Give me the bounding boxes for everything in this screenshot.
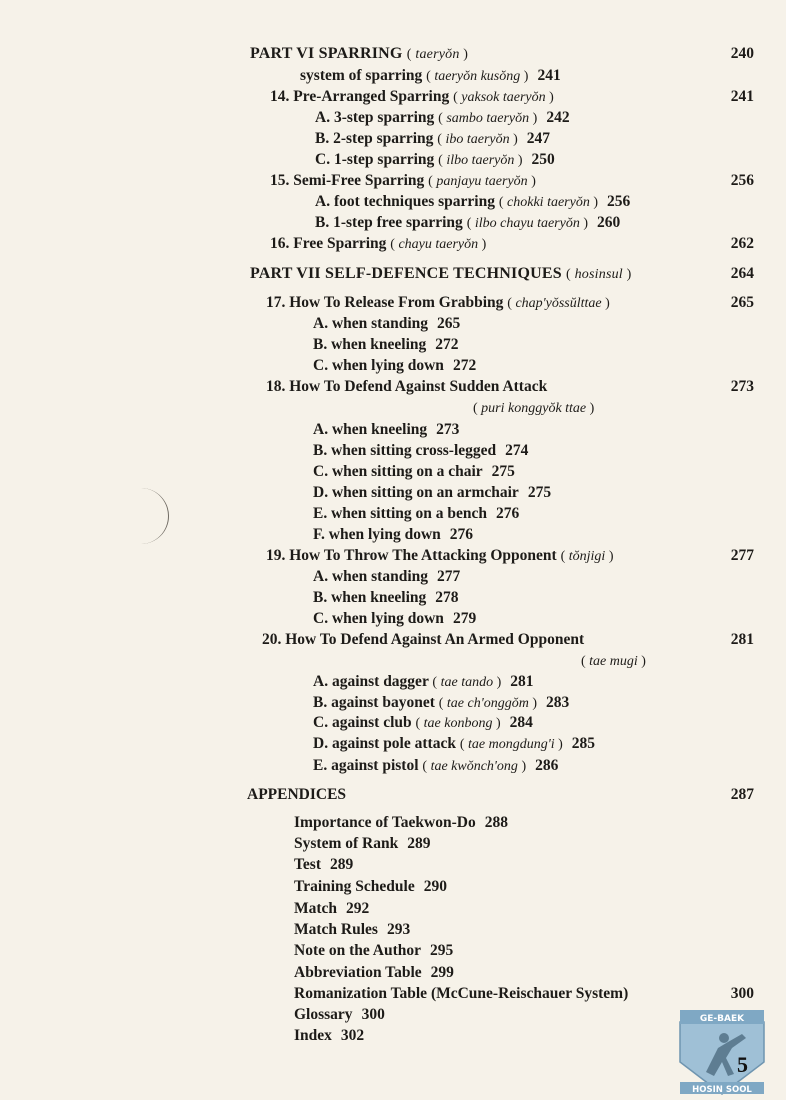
toc-title: Glossary	[294, 1006, 353, 1023]
toc-page-number: 256	[607, 193, 631, 210]
toc-title: PART VI SPARRING	[250, 45, 403, 62]
toc-title: 17. How To Release From Grabbing	[266, 294, 504, 311]
toc-page-number: 289	[407, 835, 431, 852]
toc-title: 15. Semi-Free Sparring	[270, 172, 425, 189]
toc-title: System of Rank	[294, 835, 399, 852]
toc-title: Romanization Table (McCune-Reischauer System)	[294, 985, 629, 1002]
toc-page-number: 277	[437, 568, 461, 585]
toc-page-number: 288	[484, 814, 508, 831]
toc-romanization: ( ibo taeryŏn )	[437, 132, 518, 147]
toc-entry-ap5	[294, 899, 369, 919]
toc-entry-s20r	[581, 651, 646, 672]
toc-page-number: 273	[730, 378, 754, 395]
toc-entry-ap3	[294, 855, 353, 875]
toc-entry-s18c	[313, 462, 515, 482]
toc-title: Importance of Taekwon-Do	[294, 814, 476, 831]
toc-title: Match Rules	[294, 921, 378, 938]
toc-title: Match	[294, 900, 338, 917]
toc-entry-s20e	[313, 756, 558, 777]
toc-title: Note on the Author	[294, 942, 422, 959]
toc-page-number: 262	[730, 235, 754, 252]
toc-title: system of sparring	[300, 67, 423, 84]
toc-entry-s18f	[313, 525, 473, 545]
toc-title: PART VII SELF-DEFENCE TECHNIQUES	[250, 265, 562, 282]
toc-page-number: 264	[730, 265, 754, 282]
toc-title: B. when sitting cross-legged	[313, 442, 497, 459]
toc-romanization: ( tae tando )	[432, 675, 501, 690]
toc-entry-s20d	[313, 734, 595, 755]
toc-romanization: ( yaksok taeryŏn )	[453, 90, 554, 105]
toc-title: Training Schedule	[294, 878, 415, 895]
toc-romanization: ( taeryŏn )	[407, 47, 468, 62]
toc-entry-s15a	[315, 192, 630, 213]
toc-entry-s17	[266, 293, 610, 314]
toc-entry-ap7	[294, 941, 453, 961]
toc-entry-ap8	[294, 963, 454, 983]
toc-title: 19. How To Throw The Attacking Opponent	[266, 547, 557, 564]
toc-page-number: 273	[436, 421, 460, 438]
toc-page-number: 276	[495, 505, 520, 522]
toc-title: Index	[294, 1027, 332, 1044]
toc-entry-s14	[270, 87, 554, 108]
toc-page-number: 300	[361, 1006, 385, 1023]
toc-romanization: ( ilbo taeryŏn )	[438, 153, 522, 168]
toc-page-number: 295	[430, 942, 454, 959]
toc-title: C. 1-step sparring	[315, 151, 435, 168]
toc-page-number: 275	[527, 484, 552, 501]
toc-title: Abbreviation Table	[294, 964, 422, 981]
toc-entry-s19c	[313, 609, 476, 629]
toc-entry-s15b	[315, 213, 620, 234]
toc-title: A. 3-step sparring	[315, 109, 435, 126]
toc-page-number: 299	[430, 964, 454, 981]
toc-title: 18. How To Defend Against Sudden Attack	[266, 378, 548, 395]
toc-entry-ap2	[294, 834, 430, 854]
toc-title: C. when lying down	[313, 357, 444, 374]
toc-title: B. when kneeling	[313, 336, 427, 353]
toc-entry-s15	[270, 171, 536, 192]
toc-page-number: 275	[491, 463, 515, 480]
toc-entry-s19a	[313, 567, 460, 587]
toc-entry-s18a	[313, 420, 459, 440]
toc-title: Test	[294, 856, 321, 873]
toc-entry-s20a	[313, 672, 534, 693]
toc-title: D. against pole attack	[313, 735, 456, 752]
toc-title: A. when standing	[313, 315, 428, 332]
toc-page-number: 292	[346, 900, 370, 917]
toc-romanization: ( hosinsul )	[566, 267, 631, 282]
toc-page-number: 260	[597, 214, 621, 231]
toc-title: F. when lying down	[313, 526, 441, 543]
toc-entry-s20c	[313, 713, 533, 734]
toc-page-number: 302	[340, 1027, 365, 1044]
gebaek-hosinsool-logo	[676, 1002, 768, 1096]
toc-page-number: 285	[571, 735, 596, 752]
toc-entry-s14a	[315, 108, 570, 129]
toc-romanization: ( sambo taeryŏn )	[438, 111, 537, 126]
toc-entry-ap4	[294, 877, 447, 897]
toc-romanization: ( chokki taeryŏn )	[499, 195, 598, 210]
toc-title: 14. Pre-Arranged Sparring	[270, 88, 450, 105]
toc-title: A. against dagger	[313, 673, 429, 690]
toc-title: B. 1-step free sparring	[315, 214, 463, 231]
toc-entry-s20b	[313, 693, 569, 714]
toc-entry-s18	[266, 377, 547, 397]
toc-title: A. when standing	[313, 568, 428, 585]
toc-entry-s18d	[313, 483, 551, 503]
toc-title: B. when kneeling	[313, 589, 427, 606]
toc-title: APPENDICES	[247, 786, 347, 803]
toc-entry-s17a	[313, 314, 460, 334]
toc-page-number: 286	[535, 757, 559, 774]
toc-entry-s20	[262, 630, 584, 650]
toc-title: D. when sitting on an armchair	[313, 484, 519, 501]
toc-page-number: 250	[531, 151, 555, 168]
toc-romanization: ( chap'yŏssŭlttae )	[507, 296, 610, 311]
toc-page-number: 272	[452, 357, 477, 374]
toc-title: 16. Free Sparring	[270, 235, 387, 252]
toc-romanization: ( tae ch'onggŏm )	[439, 696, 537, 711]
toc-title: A. foot techniques sparring	[315, 193, 495, 210]
toc-page-number: 277	[730, 547, 754, 564]
toc-entry-part7	[250, 264, 631, 285]
toc-entry-ap11	[294, 1026, 364, 1046]
toc-page-number: 283	[546, 694, 570, 711]
toc-romanization: ( tae mongdung'i )	[460, 737, 563, 752]
toc-entry-s16	[270, 234, 486, 255]
toc-title: E. when sitting on a bench	[313, 505, 487, 522]
toc-page-number: 276	[449, 526, 474, 543]
toc-entry-app	[247, 785, 346, 805]
toc-entry-s19	[266, 546, 614, 567]
toc-page-number: 272	[435, 336, 459, 353]
toc-title: C. against club	[313, 714, 412, 731]
toc-entry-s18e	[313, 504, 519, 524]
toc-entry-s14c	[315, 150, 555, 171]
toc-page-number: 300	[730, 985, 754, 1002]
toc-entry-s17c	[313, 356, 476, 376]
toc-page-number: 242	[546, 109, 570, 126]
toc-page-number: 278	[435, 589, 459, 606]
toc-page-number: 279	[452, 610, 477, 627]
toc-page-number: 284	[509, 714, 533, 731]
toc-romanization: ( tŏnjigi )	[561, 549, 614, 564]
toc-page-number: 256	[730, 172, 754, 189]
toc-page-number: 290	[423, 878, 447, 895]
toc-page-number: 265	[437, 315, 461, 332]
toc-title: B. against bayonet	[313, 694, 435, 711]
logo-bottom-text: HOSIN SOOL	[692, 1085, 752, 1095]
toc-page-number: 289	[330, 856, 354, 873]
toc-page-number: 241	[537, 67, 561, 84]
toc-romanization: ( chayu taeryŏn )	[390, 237, 486, 252]
toc-romanization: ( ilbo chayu taeryŏn )	[467, 216, 588, 231]
toc-entry-s18r	[473, 398, 594, 419]
toc-entry-part6	[250, 44, 468, 65]
toc-title: E. against pistol	[313, 757, 419, 774]
toc-page-number: 281	[730, 631, 754, 648]
toc-entry-s18b	[313, 441, 528, 461]
toc-entry-s17b	[313, 335, 459, 355]
toc-page-number: 287	[730, 786, 754, 803]
toc-entry-sys	[300, 66, 561, 87]
logo-top-text: GE-BAEK	[699, 1014, 745, 1024]
toc-entry-s19b	[313, 588, 459, 608]
toc-romanization: ( tae konbong )	[416, 716, 501, 731]
toc-page-number: 247	[526, 130, 551, 147]
toc-entry-ap9	[294, 984, 628, 1004]
toc-title: B. 2-step sparring	[315, 130, 434, 147]
toc-romanization: ( panjayu taeryŏn )	[428, 174, 536, 189]
toc-title: 20. How To Defend Against An Armed Opponent	[262, 631, 585, 648]
toc-romanization: ( taeryŏn kusŏng )	[426, 69, 528, 84]
toc-romanization: ( puri konggyŏk ttae )	[473, 401, 594, 416]
toc-title: A. when kneeling	[313, 421, 428, 438]
toc-title: C. when lying down	[313, 610, 444, 627]
page-number: 5	[737, 1052, 748, 1077]
toc-entry-s14b	[315, 129, 550, 150]
toc-entry-ap10	[294, 1005, 385, 1025]
toc-page-number: 240	[730, 45, 754, 62]
toc-page-number: 293	[386, 921, 411, 938]
toc-entry-ap1	[294, 813, 508, 833]
page-edge-mark	[128, 488, 169, 544]
toc-page-number: 265	[730, 294, 754, 311]
toc-page-number: 241	[730, 88, 754, 105]
toc-page-number: 281	[510, 673, 534, 690]
toc-entry-ap6	[294, 920, 410, 940]
toc-romanization: ( tae kwŏnch'ong )	[422, 759, 526, 774]
toc-page-number: 274	[505, 442, 529, 459]
toc-title: C. when sitting on a chair	[313, 463, 483, 480]
toc-romanization: ( tae mugi )	[581, 654, 646, 669]
